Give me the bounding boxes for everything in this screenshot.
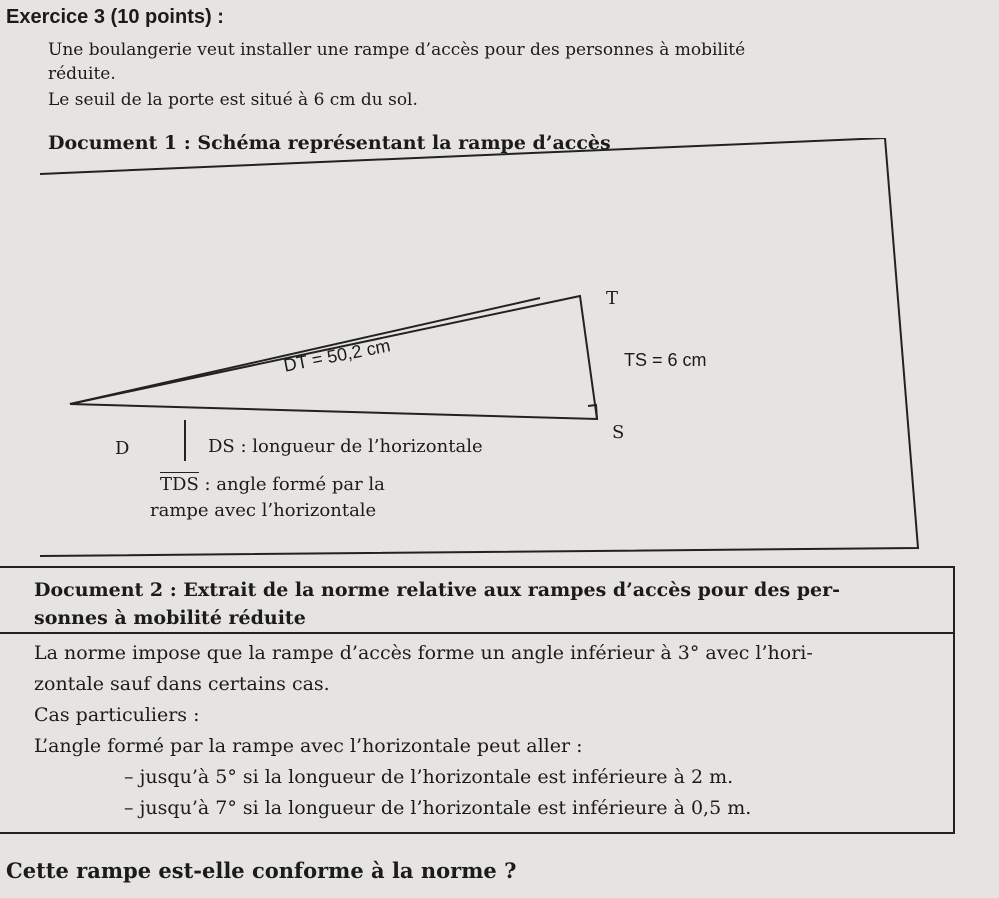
label-ts-length: TS = 6 cm: [624, 350, 707, 370]
intro-line-2: réduite.: [48, 64, 116, 84]
label-point-t: T: [606, 288, 619, 309]
document2-line-2: zontale sauf dans certains cas.: [34, 673, 330, 695]
intro-line-1: Une boulangerie veut installer une rampe d’accès pour des personnes à mobilité: [48, 40, 746, 60]
label-point-d: D: [115, 438, 130, 459]
document2-line-3: Cas particuliers :: [34, 704, 200, 726]
document2-header: [0, 568, 953, 634]
question: Cette rampe est-elle conforme à la norme ?: [6, 858, 517, 883]
intro-line-3: Le seuil de la porte est situé à 6 cm du sol.: [48, 90, 418, 110]
document2-body: [0, 634, 953, 824]
document2-box: [0, 566, 955, 834]
legend-angle: [160, 474, 385, 495]
legend-ds: DS : longueur de l’horizontale: [208, 436, 483, 457]
exercise-title: Exercice 3 (10 points) :: [6, 6, 224, 28]
label-point-s: S: [612, 422, 625, 443]
right-angle-marker: [588, 405, 597, 419]
document2-line-6: – jusqu’à 7° si la longueur de l’horizontale est inférieure à 0,5 m.: [124, 797, 752, 819]
angle-symbol: TDS: [160, 474, 199, 495]
document2-line-5: – jusqu’à 5° si la longueur de l’horizontale est inférieure à 2 m.: [124, 766, 734, 788]
document2-line-4: L’angle formé par la rampe avec l’horizontale peut aller :: [34, 735, 583, 757]
document2-title-line-1: Document 2 : Extrait de la norme relative aux rampes d’accès pour des per-: [34, 579, 840, 601]
document1-title: Document 1 : Schéma représentant la rampe d’accès: [48, 132, 611, 154]
legend-angle-line-2: rampe avec l’horizontale: [150, 500, 377, 521]
document2-title-line-2: sonnes à mobilité réduite: [34, 607, 306, 629]
legend-angle-text: : angle formé par la: [198, 474, 385, 495]
document2-line-1: La norme impose que la rampe d’accès forme un angle inférieur à 3° avec l’hori-: [34, 642, 813, 664]
label-dt-length: DT = 50,2 cm: [282, 335, 393, 376]
